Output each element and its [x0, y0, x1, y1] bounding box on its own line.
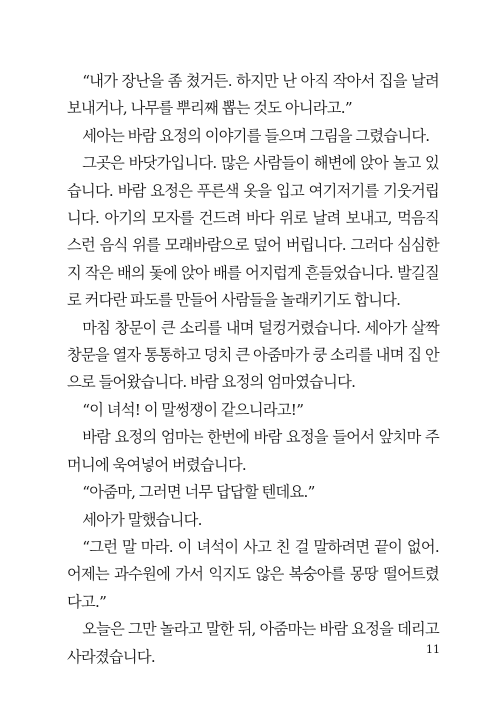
- paragraph-6: 바람 요정의 엄마는 한번에 바람 요정을 들어서 앞치마 주머니에 욱여넣어 버렸습니다.: [67, 428, 439, 474]
- paragraph-7: “아줌마, 그러면 너무 답답할 텐데요.”: [82, 483, 315, 502]
- paragraph-2: 세아는 바람 요정의 이야기를 들으며 그림을 그렸습니다.: [82, 126, 430, 145]
- paragraph-1: “내가 장난을 좀 쳤거든. 하지만 난 아직 작아서 집을 날려 보내거나, 나무를 뿌리째 뽑는 것도 아니라고.”: [67, 72, 439, 118]
- paragraph-5: “이 녀석! 이 말썽쟁이 같으니라고!”: [82, 400, 304, 419]
- page-number: 11: [426, 643, 440, 656]
- book-page-text: [67, 68, 439, 671]
- paragraph-3: 그곳은 바닷가입니다. 많은 사람들이 해변에 앉아 놀고 있습니다. 바람 요정은 푸른색 옷을 입고 여기저기를 기웃거립니다. 아기의 모자를 건드려 바다 위로 날려 보내고, 먹음직스런 음식 위를 모래바람으로 덮어 버립니다. 그러다 심심한지 작은 배의 돛에 앉아 배를 어지럽게 흔들었습니다. 발길질로 커다란 파도를 만들어 사람들을 놀래키기도 합니다.: [67, 154, 439, 310]
- paragraph-4: 마침 창문이 큰 소리를 내며 덜컹거렸습니다. 세아가 살짝 창문을 열자 통통하고 덩치 큰 아줌마가 쿵 소리를 내며 집 안으로 들어왔습니다. 바람 요정의 엄마였습니다.: [67, 318, 439, 392]
- paragraph-10: 오늘은 그만 놀라고 말한 뒤, 아줌마는 바람 요정을 데리고 사라졌습니다.: [67, 620, 439, 666]
- paragraph-8: 세아가 말했습니다.: [82, 510, 202, 529]
- paragraph-9: “그런 말 마라. 이 녀석이 사고 친 걸 말하려면 끝이 없어. 어제는 과수원에 가서 익지도 않은 복숭아를 몽땅 떨어트렸다고.”: [67, 537, 439, 611]
